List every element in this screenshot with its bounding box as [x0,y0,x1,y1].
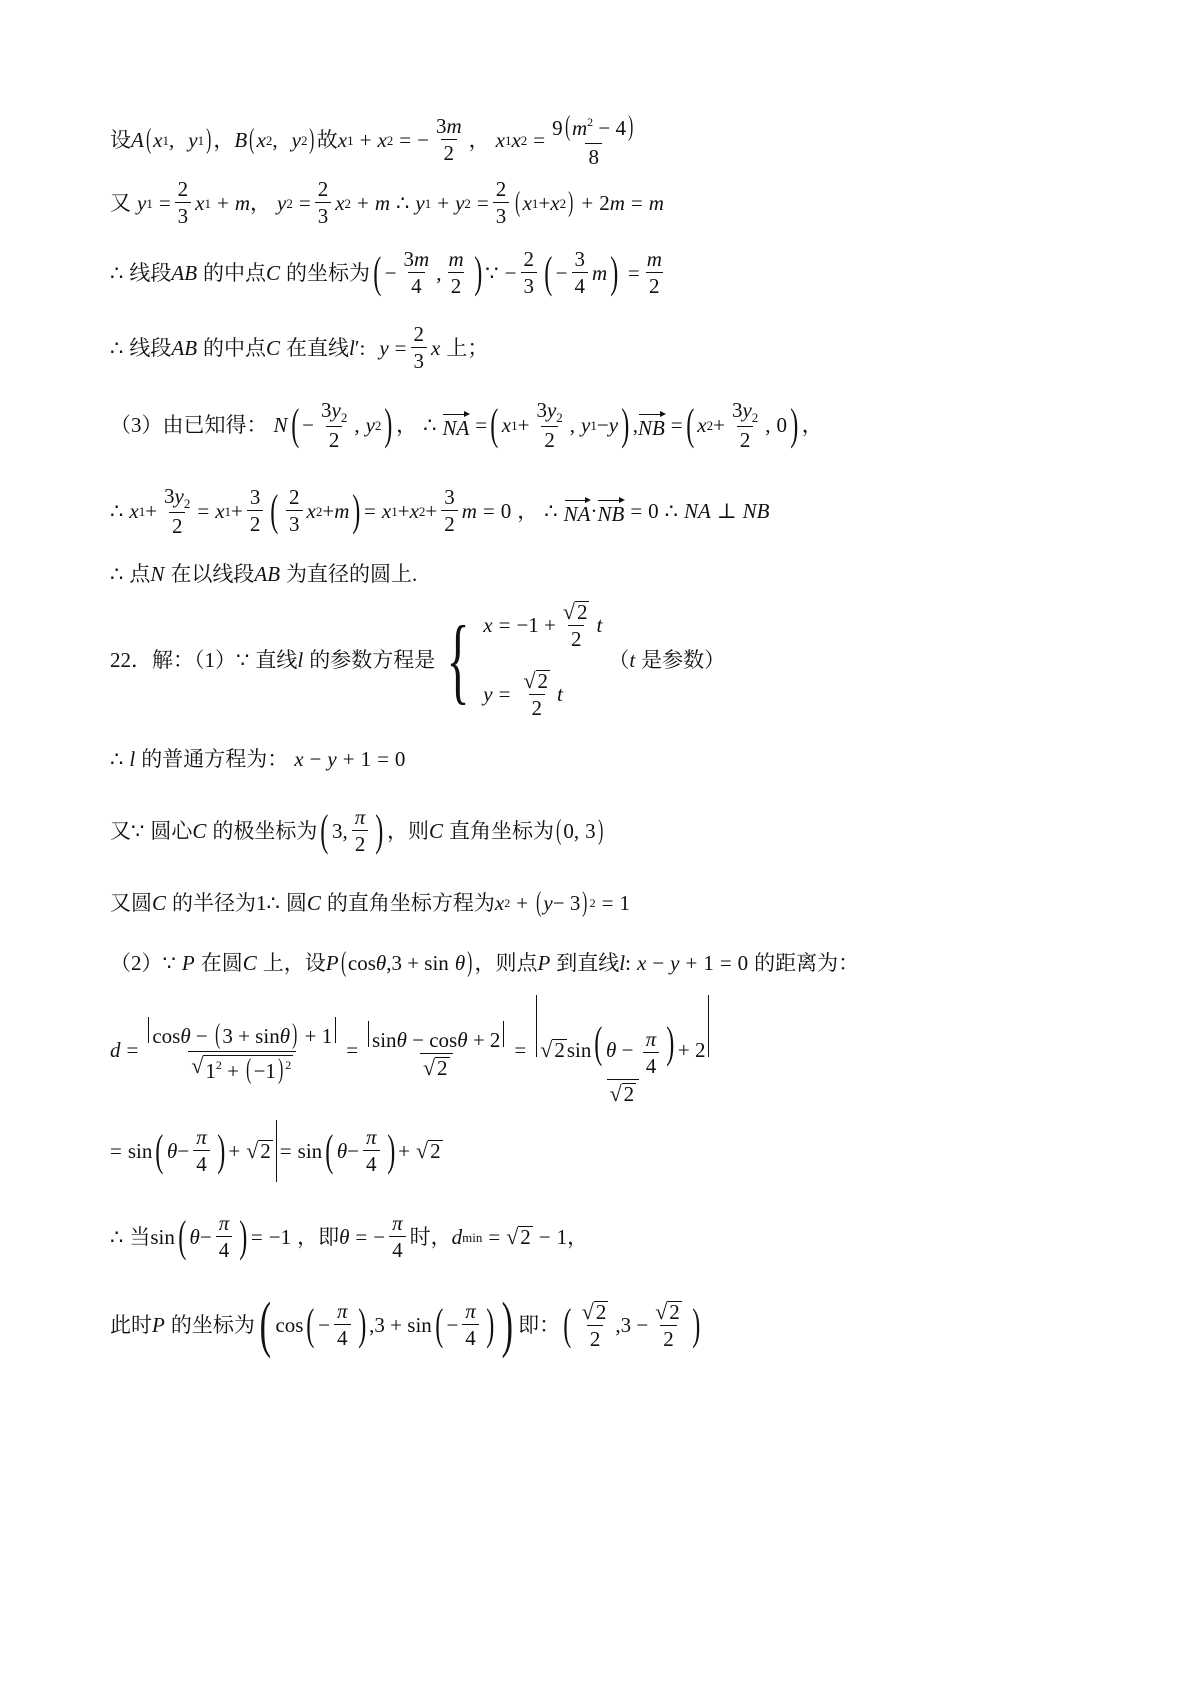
line-roots: 设 A ( x 1 , y 1 ) ， B ( x 2 , y 2 ) 故 x 1 + x 2 = − $\frac{3m}{2}$ ， x 1 x 2 = $\frac{9(m^2 - 4)}{8}$ [110,110,634,169]
line-part3: （3）由已知得： N ( − $\frac{3y_2}{2}$ , y 2 ) ， ∴ NA = ( x 1 + $\frac{3y_2}{2}$ , y 1 − y ) , NB = ( x 2 + $\frac{3y_2}{2}$ , 0 ) ， [110,397,823,452]
line-distance-formula: d = cosθ − (3 + sinθ) + 1 √ $1^2 + (-1)$ $^2$ = sinθ − cosθ + 2 √ 2 = √ 2 sin( θ − $\frac{\pi}{4}$ ) + 2 √ 2 [110,995,1120,1105]
line-minimum: ∴ 当 sin ( θ − $\frac{\pi}{4}$ ) = −1 ，即 θ = − $\frac{\pi}{4}$ 时， d min = √ 2 − 1 ， [110,1211,589,1262]
text-you: 又 [110,190,131,215]
line-q22-parametric: 22．解：（1） ∵ 直线 l 的参数方程是 { x = −1 + √ 2 2 t y = √ 2 2 t （ t 是参数） [110,599,726,720]
line-on-line: ∴ 线段 AB 的中点 C 在直线 l ′: y = $\frac{2}{3}$ x 上； [110,322,489,373]
line-circle-eq: 又圆 C 的半径为 1 ∴ 圆 C 的直角坐标方程为 x 2 + ( y − 3 ) 2 = 1 [110,887,630,918]
line-y-sum: 又 y 1 = $\frac{2}{3}$ x 1 + m ， y 2 = $\frac{2}{3}$ x 2 + m ∴ y 1 + y 2 = $\frac{2}{3}$ ( x 1 + x 2 ) + 2 m = m [110,177,664,228]
line-midpoint: ∴ 线段 AB 的中点 C 的坐标为 ( − $\frac{3m}{4}$ , $\frac{m}{2}$ ) ∵ − $\frac{2}{3}$ ( − $\frac{3}{4}$ m ) = $\frac{m}{2}$ [110,247,662,298]
line-simplified: = sin ( θ − $\frac{\pi}{4}$ ) + √ 2 = sin ( θ − $\frac{\pi}{4}$ ) + √ 2 [110,1120,1120,1182]
line-normal-eq: ∴ l 的普通方程为： x − y + 1 = 0 [110,746,406,771]
text-she: 设 [110,127,131,152]
text-gu: 故 [316,127,338,152]
line-part2: （2） ∵ P 在圆 C 上，设 P ( cos θ ,3 + sin θ ) ，则点 P 到直线 l : x − y + 1 = 0 的距离为： [110,947,860,978]
line-final-point: 此时 P 的坐标为 ( cos ( − $\frac{\pi}{4}$ ) ,3 + sin ( − $\frac{\pi}{4}$ ) ) 即： ( √ 2 2 ,3 − √ 2 2 ) [110,1291,701,1359]
line-perpendicular: ∴ x 1 + $\frac{3y_2}{2}$ = x 1 + $\frac{3}{2}$ ( $\frac{2}{3}$ x 2 + m ) = x 1 + x 2 + $\frac{3}{2}$ m = 0 ， ∴ NA · NB = 0 ∴ NA ⊥ NB [110,483,770,538]
line-circle-conclusion: ∴ 点 N 在以线段 AB 为直径的圆上. [110,561,418,586]
line-polar: 又 ∵ 圆心 C 的极坐标为 ( 3, $\frac{\pi}{2}$ ) ，则 C 直角坐标为 ( 0, 3 ) [110,805,603,856]
